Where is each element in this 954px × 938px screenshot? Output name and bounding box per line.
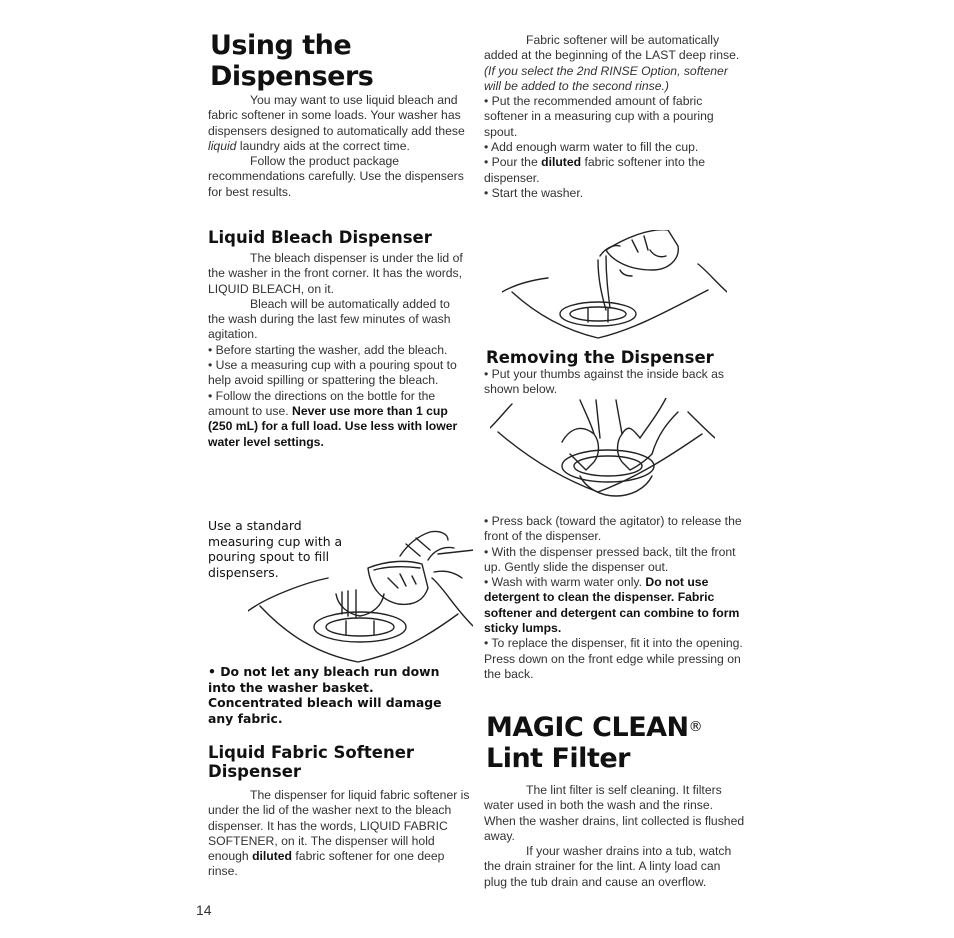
- removing-step-4: • To replace the dispenser, fit it into the opening. Press down on the front edge while pressing on the back.: [484, 636, 743, 681]
- softener-section: [208, 788, 470, 880]
- softener-heading: [208, 743, 470, 781]
- bleach-paragraph-1: The bleach dispenser is under the lid of the washer in the front corner. It has the words, LIQUID BLEACH, on it.: [208, 251, 463, 296]
- softener-bullet-3: • Pour the diluted fabric softener into the dispenser.: [484, 155, 706, 185]
- intro-paragraph-2: Follow the product package recommendations carefully. Use the dispensers for best results.: [208, 154, 464, 199]
- removing-step-2: • With the dispenser pressed back, tilt the front up. Gently slide the dispenser out.: [484, 544, 736, 574]
- magic-clean-title: [486, 712, 702, 774]
- remove-dispenser-illustration: [490, 398, 715, 506]
- softener-continued-paragraph: Fabric softener will be automatically added at the beginning of the LAST deep rinse. (If you select the 2nd RINSE Option, softener will be added to the second rinse.): [484, 33, 740, 93]
- softener-bullet-4: • Start the washer.: [484, 185, 584, 200]
- lint-paragraph-2: If your washer drains into a tub, watch the drain strainer for the lint. A linty load can plug the tub drain and cause an overflow.: [484, 844, 732, 889]
- bleach-bullet-2: • Use a measuring cup with a pouring spout to help avoid spilling or spattering the bleach.: [208, 358, 457, 388]
- removing-step-1: • Press back (toward the agitator) to release the front of the dispenser.: [484, 514, 742, 544]
- pour-softener-illustration: [502, 230, 727, 350]
- registered-mark: ®: [688, 719, 703, 735]
- lint-paragraph-1: The lint filter is self cleaning. It filters water used in both the wash and the rinse. When the washer drains, lint collected is flushed away.: [484, 783, 745, 843]
- magic-clean-title-line1: MAGIC CLEAN®: [486, 712, 703, 743]
- softener-heading-text: Liquid Fabric Softener Dispenser: [208, 743, 415, 781]
- removing-steps: [484, 514, 746, 682]
- softener-continued: [484, 33, 746, 201]
- page-number: 14: [196, 902, 212, 918]
- bleach-warning: • Do not let any bleach run down into the washer basket. Concentrated bleach will damage any fabric.: [208, 664, 442, 726]
- magic-clean-title-line2: Lint Filter: [486, 743, 630, 774]
- page-title: [210, 30, 373, 92]
- removing-intro: [484, 367, 746, 398]
- pour-into-dispenser-illustration: [248, 526, 473, 666]
- removing-bullet-1: • Put your thumbs against the inside back as shown below.: [484, 367, 725, 397]
- intro-section: [208, 93, 470, 200]
- bleach-bullet-3: • Follow the directions on the bottle for the amount to use. Never use more than 1 cup (250 mL) for a full load. Use less with lower water level settings.: [208, 388, 458, 449]
- lint-filter-section: [484, 783, 746, 890]
- bleach-dispenser-heading: Liquid Bleach Dispenser: [208, 228, 432, 247]
- page-title-line2: Dispensers: [210, 61, 374, 92]
- intro-paragraph-1: You may want to use liquid bleach and fabric softener in some loads. Your washer has dispensers designed to automatically add these liquid laundry aids at the correct time.: [208, 93, 465, 153]
- bleach-section: [208, 251, 470, 450]
- removing-dispenser-heading: Removing the Dispenser: [486, 348, 714, 367]
- softener-bullet-1: • Put the recommended amount of fabric softener in a measuring cup with a pouring spout.: [484, 94, 714, 139]
- removing-step-3: • Wash with warm water only. Do not use detergent to clean the dispenser. Fabric softener and detergent can combine to form sticky lumps.: [484, 575, 740, 636]
- figure1-caption: Use a standard measuring cup with a pouring spout to fill dispensers.: [208, 518, 343, 580]
- bleach-paragraph-2: Bleach will be automatically added to the wash during the last few minutes of wash agitation.: [208, 296, 451, 342]
- softener-paragraph-1: The dispenser for liquid fabric softener is under the lid of the washer next to the bleach dispenser. It has the words, LIQUID FABRIC SOFTENER, on it. The dispenser will hold enough diluted fabric softener for one deep rinse.: [208, 788, 470, 879]
- page-title-line1: Using the: [210, 30, 352, 61]
- softener-bullet-2: • Add enough warm water to fill the cup.: [484, 140, 699, 155]
- bleach-bullet-1: • Before starting the washer, add the bleach.: [208, 342, 448, 357]
